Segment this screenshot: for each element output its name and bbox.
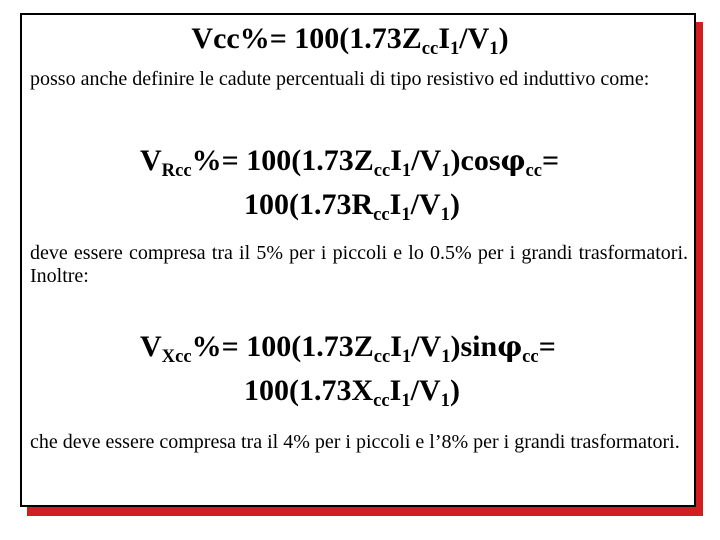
formula-resistive-line1: $V_{Rcc}\%= 100(1.73Z_{cc}I_1/V_1)\cos\varphi_{cc}=$ <box>140 144 560 181</box>
formula-inductive-line1: $V_{Xcc}\%= 100(1.73Z_{cc}I_1/V_1)\sin\varphi_{cc}=$ <box>140 330 556 367</box>
phi-symbol: φ <box>500 144 526 177</box>
paragraph-resistive-range: deve essere compresa tra il 5% per i piccoli e lo 0.5% per i grandi trasformatori. Inoltre: <box>30 242 688 287</box>
paragraph-inductive-range: che deve essere compresa tra il 4% per i piccoli e l’8% per i grandi trasformatori. <box>30 431 680 453</box>
slide-title: $Vcc\%= 100(1.73Z_{cc}I_1/V_1)$ <box>191 22 509 59</box>
phi-symbol: φ <box>497 330 523 363</box>
paragraph-intro: posso anche definire le cadute percentuali di tipo resistivo ed induttivo come: <box>30 68 650 90</box>
formula-inductive-line2: $100(1.73X_{cc}I_1/V_1)$ <box>244 374 460 411</box>
formula-resistive-line2: $100(1.73R_{cc}I_1/V_1)$ <box>244 188 460 225</box>
slide-panel <box>20 13 696 507</box>
